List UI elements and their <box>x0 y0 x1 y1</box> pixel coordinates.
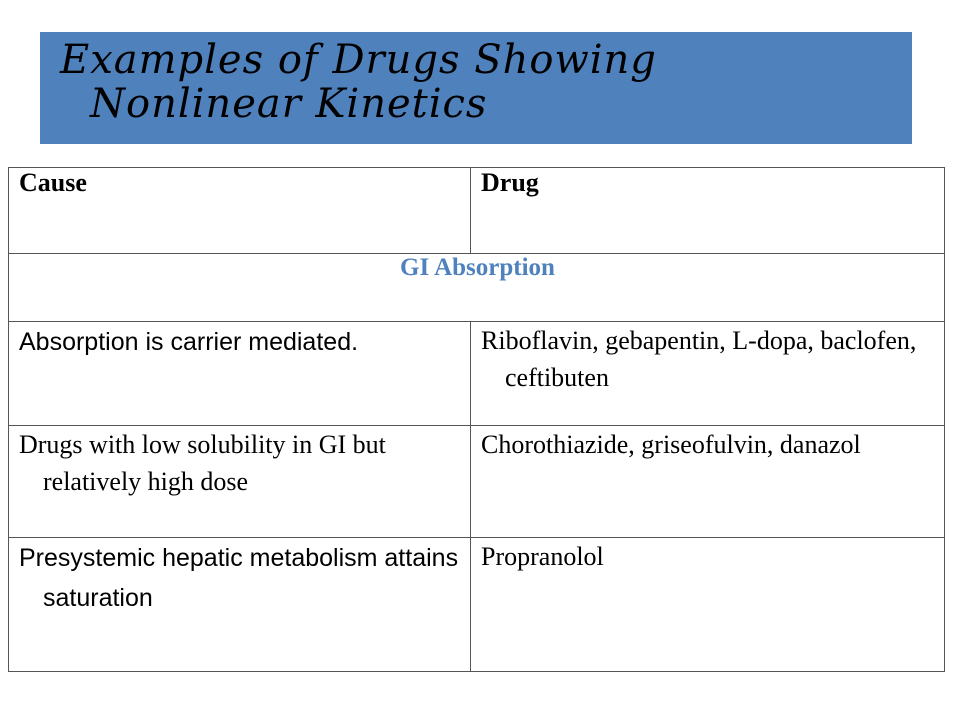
section-row <box>9 254 945 322</box>
header-drug: Drug <box>471 168 945 254</box>
title-line-1: Examples of Drugs Showing <box>60 37 657 83</box>
drug-cell: Chorothiazide, griseofulvin, danazol <box>471 426 945 538</box>
header-cause: Cause <box>9 168 471 254</box>
slide-title <box>60 38 912 126</box>
drug-table <box>8 167 945 672</box>
drug-cell: Riboflavin, gebapentin, L-dopa, baclofen, ceftibuten <box>471 322 945 426</box>
drug-cell: Propranolol <box>471 538 945 672</box>
cause-cell: Absorption is carrier mediated. <box>9 322 471 426</box>
table-row <box>9 322 945 426</box>
title-line-2: Nonlinear Kinetics <box>90 81 488 127</box>
section-gi-absorption: GI Absorption <box>9 254 945 322</box>
table-header-row <box>9 168 945 254</box>
cause-cell: Drugs with low solubility in GI but relatively high dose <box>9 426 471 538</box>
table-row <box>9 538 945 672</box>
title-banner <box>40 32 912 144</box>
cause-cell: Presystemic hepatic metabolism attains saturation <box>9 538 471 672</box>
table-row <box>9 426 945 538</box>
